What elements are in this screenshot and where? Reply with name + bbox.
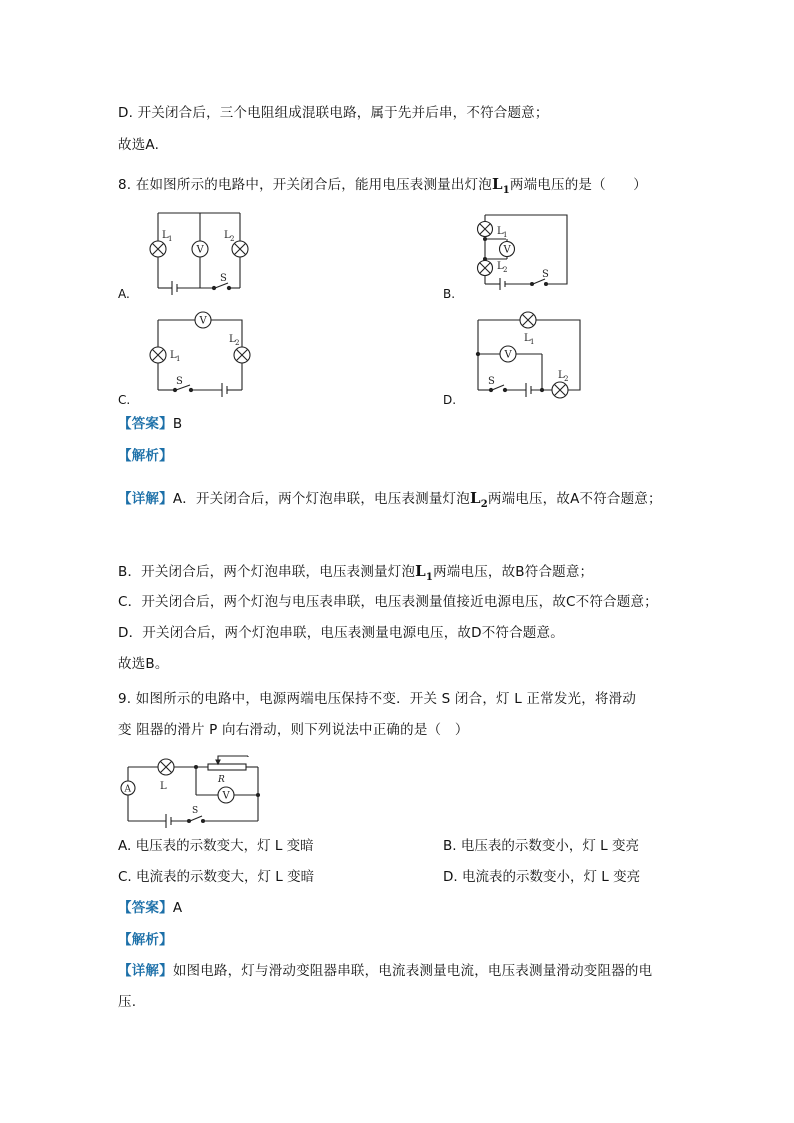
detail-text: 如图电路，灯与滑动变阻器串联，电流表测量电流，电压表测量滑动变阻器的电 — [172, 963, 653, 979]
lamp-symbol: $L_2$ — [469, 489, 488, 510]
analysis-tag: 【解析】 — [118, 448, 173, 464]
question-8 — [118, 175, 647, 200]
detail-tag: 【详解】 — [118, 963, 173, 979]
lamp-label-sub: 2 — [235, 339, 240, 347]
answer-line — [118, 415, 182, 433]
circuit-diagram-q9 — [118, 755, 278, 830]
voltmeter-label: V — [222, 790, 230, 802]
switch-label: S — [176, 376, 183, 387]
choice-b: B. 电压表的示数变小，灯 L 变亮 — [443, 838, 639, 854]
lamp-label-sub: 2 — [503, 266, 508, 274]
voltmeter-label: V — [503, 244, 511, 256]
detail-text: A．开关闭合后，两个灯泡串联，电压表测量灯泡 — [172, 491, 470, 507]
answer-line — [118, 899, 182, 917]
circuit-diagram-a — [140, 208, 270, 298]
detail-tag: 【详解】 — [118, 491, 173, 507]
switch-label: S — [192, 806, 199, 816]
answer-tag: 【答案】 — [118, 416, 173, 432]
switch-label: S — [220, 273, 227, 284]
ammeter-label: A — [124, 784, 131, 795]
text-line: D. 开关闭合后，三个电阻组成混联电路，属于先并后串，不符合题意； — [118, 105, 549, 121]
detail-line-c: C．开关闭合后，两个灯泡与电压表串联，电压表测量值接近电源电压，故C不符合题意； — [118, 594, 658, 610]
switch-label: S — [542, 269, 549, 280]
detail-line-b — [118, 562, 593, 587]
option-d-label: D. — [443, 393, 457, 407]
lamp-label-sub: 1 — [168, 235, 173, 243]
circuit-diagram-b — [470, 210, 580, 300]
lamp-label: L — [497, 226, 504, 237]
lamp-symbol: $L_1$ — [491, 175, 510, 196]
lamp-label: L — [524, 333, 531, 344]
voltmeter-label: V — [199, 315, 207, 327]
question-9-line-1: 9. 如图所示的电路中，电源两端电压保持不变．开关 S 闭合，灯 L 正常发光，将滑动 — [118, 691, 637, 707]
choice-a: A. 电压表的示数变大，灯 L 变暗 — [118, 838, 314, 854]
lamp-label-sub: 1 — [530, 338, 535, 346]
option-b-label: B. — [443, 287, 456, 301]
detail-line-q9 — [118, 962, 652, 980]
option-a-label: A. — [118, 287, 130, 301]
conclusion-line: 故选B。 — [118, 656, 169, 672]
detail-text: 两端电压，故A不符合题意； — [487, 491, 662, 507]
lamp-label: L — [170, 350, 177, 361]
analysis-tag: 【解析】 — [118, 932, 173, 948]
voltmeter-label: V — [196, 244, 204, 256]
question-text: 两端电压的是（ ） — [509, 177, 647, 193]
lamp-label-sub: 2 — [564, 375, 569, 383]
lamp-label: L — [497, 261, 504, 272]
answer-value: B — [172, 416, 183, 432]
rheostat-label: R — [218, 775, 225, 785]
answer-value: A — [172, 900, 183, 916]
lamp-label-sub: 1 — [503, 231, 508, 239]
circuit-diagram-d — [470, 310, 590, 405]
switch-label: S — [488, 376, 495, 387]
detail-text: 两端电压，故B符合题意； — [433, 564, 594, 580]
option-c-label: C. — [118, 393, 131, 407]
analysis-line — [118, 447, 173, 465]
switch-icon — [190, 816, 202, 821]
voltmeter-label: V — [504, 349, 512, 361]
lamp-label: L — [160, 781, 167, 792]
analysis-line — [118, 931, 173, 949]
question-9-line-2: 变 阻器的滑片 P 向右滑动，则下列说法中正确的是（ ） — [118, 722, 469, 738]
lamp-label: L — [229, 334, 236, 345]
detail-line-a — [118, 489, 662, 514]
text-line: 故选A. — [118, 137, 160, 153]
lamp-label-sub: 1 — [176, 355, 181, 363]
rheostat-icon — [208, 764, 246, 770]
lamp-label: L — [224, 230, 231, 241]
lamp-symbol: $L_1$ — [415, 562, 434, 583]
detail-text: B．开关闭合后，两个灯泡串联，电压表测量灯泡 — [118, 564, 416, 580]
lamp-label: L — [162, 230, 169, 241]
detail-line-d: D．开关闭合后，两个灯泡串联，电压表测量电源电压，故D不符合题意。 — [118, 625, 564, 641]
detail-line-q9-cont: 压. — [118, 994, 137, 1010]
lamp-label-sub: 2 — [230, 235, 235, 243]
choice-c: C. 电流表的示数变大，灯 L 变暗 — [118, 869, 315, 885]
lamp-label: L — [558, 370, 565, 381]
answer-tag: 【答案】 — [118, 900, 173, 916]
circuit-diagram-c — [140, 310, 270, 400]
question-text: 8. 在如图所示的电路中，开关闭合后，能用电压表测量出灯泡 — [118, 177, 492, 193]
choice-d: D. 电流表的示数变小，灯 L 变亮 — [443, 869, 641, 885]
